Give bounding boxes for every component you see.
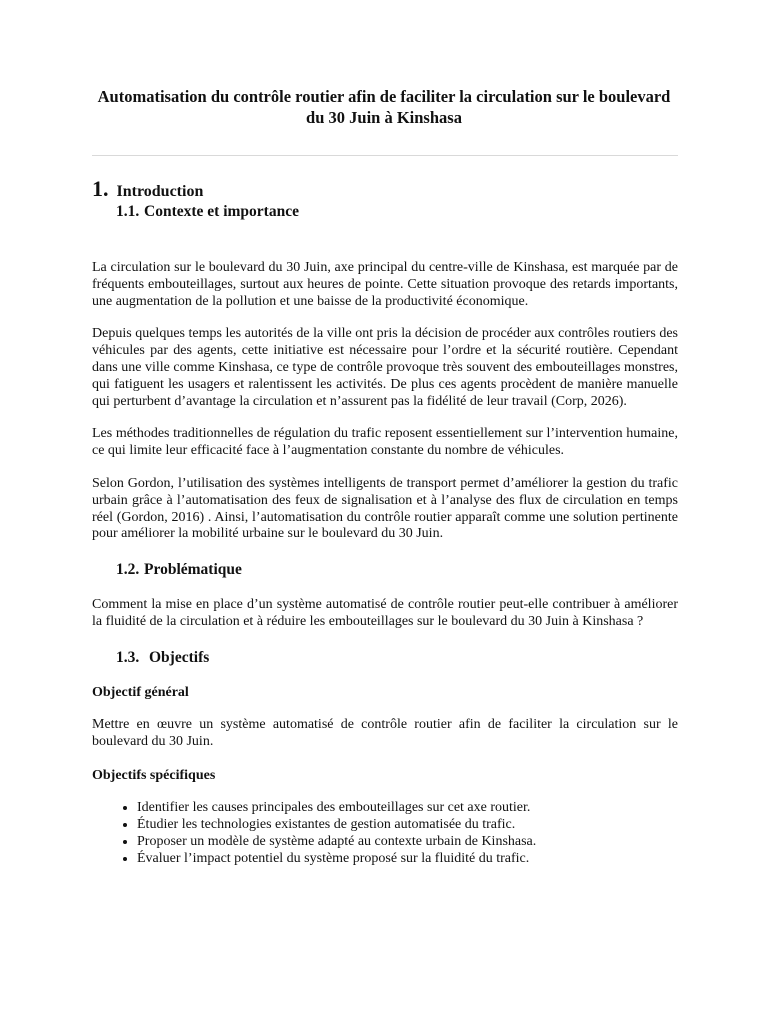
paragraph: Mettre en œuvre un système automatisé de contrôle routier afin de faciliter la circulation sur le boulevard du 30 Juin.	[92, 716, 678, 749]
list-item: • Proposer un modèle de système adapté au contexte urbain de Kinshasa.	[137, 834, 678, 851]
objectifs-list	[92, 800, 678, 867]
subsection-number: 1.1.	[116, 203, 140, 220]
paragraph: Les méthodes traditionnelles de régulation du trafic reposent essentiellement sur l’intervention humaine, ce qui limite leur efficacité face à l’augmentation constante du nombre de véhicules.	[92, 426, 678, 459]
paragraph: Selon Gordon, l’utilisation des systèmes intelligents de transport permet d’améliorer la gestion du trafic urbain grâce à l’automatisation des feux de signalisation et à l’analyse des flux de circulation en temps réel (Gordon, 2016) . Ainsi, l’automatisation du contrôle routier apparaît comme une solution pertinente pour améliorer la mobilité urbaine sur le boulevard du 30 Juin.	[92, 475, 678, 542]
subsection-heading-contexte	[116, 202, 678, 222]
subsection-label: Contexte et importance	[144, 203, 299, 220]
subsection-heading-objectifs	[116, 648, 678, 668]
title-divider	[92, 155, 678, 156]
document-title: Automatisation du contrôle routier afin de faciliter la circulation sur le boulevard du 30 Juin à Kinshasa	[97, 87, 671, 127]
section-number: 1.	[92, 176, 109, 201]
document-body	[92, 176, 678, 868]
subsection-label: Objectifs	[149, 648, 210, 666]
subsection-heading-problematique	[116, 560, 678, 580]
section-label: Introduction	[116, 183, 204, 200]
list-item: • Évaluer l’impact potentiel du système proposé sur la fluidité du trafic.	[137, 851, 678, 868]
paragraph: Comment la mise en place d’un système automatisé de contrôle routier peut-elle contribuer à améliorer la fluidité de la circulation et à réduire les embouteillages sur le boulevard du 30 Juin à Kinshasa ?	[92, 597, 678, 629]
section-heading-introduction	[92, 176, 678, 202]
list-item: • Identifier les causes principales des embouteillages sur cet axe routier.	[137, 800, 678, 817]
objectif-general-heading: Objectif général	[92, 684, 189, 700]
paragraph: Depuis quelques temps les autorités de la ville ont pris la décision de procéder aux contrôles routiers des véhicules par des agents, cette initiative est nécessaire pour l’ordre et la sécurité routière. Cependant dans une ville comme Kinshasa, ce type de contrôle provoque très souvent des embouteillages monstres, qui fatiguent les usagers et ralentissent les activités. De plus ces agents procèdent de manière manuelle qui perturbent d’avantage la circulation et n’assurent pas la fidélité de leur travail (Corp, 2026).	[92, 326, 678, 409]
paragraph: La circulation sur le boulevard du 30 Juin, axe principal du centre-ville de Kinshasa, est marquée par de fréquents embouteillages, surtout aux heures de pointe. Cette situation provoque des retards importants, une augmentation de la pollution et une baisse de la productivité économique.	[92, 260, 678, 309]
subsection-number: 1.3.	[116, 648, 140, 666]
subsection-number: 1.2.	[116, 561, 140, 579]
subsection-label: Problématique	[144, 561, 242, 579]
objectifs-specifiques-heading: Objectifs spécifiques	[92, 768, 216, 784]
list-item: • Étudier les technologies existantes de gestion automatisée du trafic.	[137, 817, 678, 834]
